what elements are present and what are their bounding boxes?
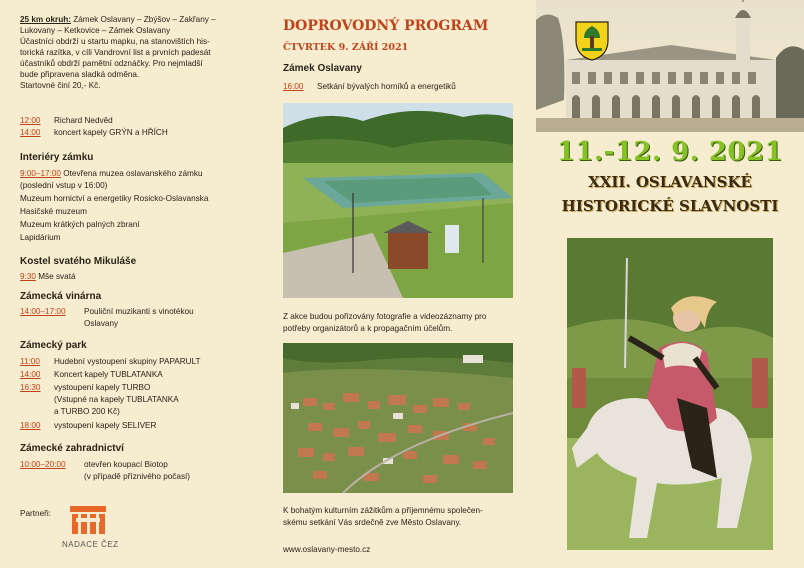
zahr-text-2: (v případě příznivého počasí) xyxy=(84,472,191,481)
doprovodny-title: DOPROVODNÝ PROGRAM xyxy=(283,18,489,34)
park-item-1 xyxy=(20,356,201,367)
park-item-4 xyxy=(20,420,157,431)
doprovodny-time: 16:00 xyxy=(283,82,304,91)
interiery-text-6: Lapidárium xyxy=(20,233,61,242)
interiery-text-5: Muzeum krátkých palných zbraní xyxy=(20,220,140,229)
column-cover xyxy=(536,0,804,568)
doprovodny-venue: Zámek Oslavany xyxy=(283,63,362,74)
stage-text-2: koncert kapely GRÝN a HŘÍCH xyxy=(54,128,168,137)
rider-photo xyxy=(567,238,773,550)
stage-item-2 xyxy=(20,127,168,138)
kostel-line xyxy=(20,271,76,282)
sponsor-name: NADACE ČEZ xyxy=(62,540,119,549)
column-program xyxy=(0,0,268,568)
coat-of-arms-icon xyxy=(574,18,610,62)
park-time-4: 18:00 xyxy=(20,421,41,430)
park-text-3b: (Vstupné na kapely TUBLATANKA xyxy=(54,395,179,404)
route-label: 25 km okruh: xyxy=(20,15,71,24)
stage-item-1 xyxy=(20,115,113,126)
zahr-time: 10:00–20:00 xyxy=(20,460,66,469)
vinarna-text-2: Oslavany xyxy=(84,319,119,328)
stage-time-1: 12:00 xyxy=(20,116,41,125)
park-text-3a: vystoupení kapely TURBO xyxy=(54,383,151,392)
closing-1: K bohatým kulturním zážitkům a příjemnému společen- xyxy=(283,506,483,515)
route-text-5: účastníků obdrží pamětní odznáčky. Pro nejmladší xyxy=(20,59,203,68)
route-line-1 xyxy=(20,14,216,25)
park-time-1: 11:00 xyxy=(20,357,40,366)
route-text-2: Lukovany – Ketkovice – Zámek Oslavany xyxy=(20,26,171,35)
website-link[interactable]: www.oslavany-mesto.cz xyxy=(283,545,371,554)
photo-note-1: Z akce budou pořizovány fotografie a videozáznamy pro xyxy=(283,312,487,321)
interiery-title: Interiéry zámku xyxy=(20,152,94,163)
park-title: Zámecký park xyxy=(20,340,87,351)
cez-logo-icon xyxy=(68,506,108,536)
park-text-3c: a TURBO 200 Kč) xyxy=(54,407,120,416)
park-time-2: 14:00 xyxy=(20,370,41,379)
route-text-3: Účastníci obdrží u startu mapku, na stanovištích his- xyxy=(20,37,210,46)
column-doprovodny xyxy=(268,0,536,568)
biotop-photo xyxy=(283,103,513,298)
vinarna-line-1 xyxy=(20,306,194,317)
doprovodny-event: Setkání bývalých horníků a energetiků xyxy=(317,82,456,91)
park-item-2 xyxy=(20,369,163,380)
stage-time-2: 14:00 xyxy=(20,128,41,137)
park-text-2: Koncert kapely TUBLATANKA xyxy=(54,370,163,379)
event-dates: 11.-12. 9. 2021 xyxy=(556,137,784,167)
doprovodny-event-line xyxy=(283,81,456,92)
park-text-4: vystoupení kapely SELIVER xyxy=(54,421,157,430)
interiery-text-4: Hasičské muzeum xyxy=(20,207,87,216)
event-title-1: XXII. OSLAVANSKÉ xyxy=(588,173,752,191)
closing-2: skému setkání Vás srdečně zve Město Oslavany. xyxy=(283,518,462,527)
stage-text-1: Richard Nedvěd xyxy=(54,116,113,125)
zahr-line-1 xyxy=(20,459,168,470)
vinarna-text-1: Pouliční muzikanti s vinotékou xyxy=(84,307,194,316)
interiery-text-2: (poslední vstup v 16:00) xyxy=(20,181,108,190)
kostel-time: 9:30 xyxy=(20,272,36,281)
interiery-text-1: Otevřena muzea oslavanského zámku xyxy=(60,169,203,178)
route-text-4: torická razítka, v cíli Vandrovní list a prvních padesát xyxy=(20,48,211,57)
route-text-6: bude připravena sladká odměna. xyxy=(20,70,140,79)
interiery-line-1 xyxy=(20,168,203,179)
interiery-time: 9:00–17:00 xyxy=(20,169,61,178)
park-item-3 xyxy=(20,382,151,393)
doprovodny-date: ČTVRTEK 9. ZÁŘÍ 2021 xyxy=(283,42,409,53)
route-text-1: Zámek Oslavany – Zbýšov – Zakřany – xyxy=(70,15,216,24)
event-title-2: HISTORICKÉ SLAVNOSTI xyxy=(561,197,779,215)
zahr-text-1: otevřen koupací Biotop xyxy=(84,460,168,469)
interiery-text-3: Muzeum hornictví a energetiky Rosicko-Oslavanska xyxy=(20,194,209,203)
vinarna-title: Zámecká vinárna xyxy=(20,291,102,302)
zahr-title: Zámecké zahradnictví xyxy=(20,443,124,454)
park-time-3: 16:30 xyxy=(20,383,41,392)
partners-label: Partneři: xyxy=(20,509,51,518)
kostel-text: Mše svatá xyxy=(35,272,76,281)
photo-note-2: potřeby organizátorů a k propagačním účelům. xyxy=(283,324,453,333)
vinarna-time: 14:00–17:00 xyxy=(20,307,66,316)
town-aerial-photo xyxy=(283,343,513,493)
route-text-7: Startovné činí 20,- Kč. xyxy=(20,81,101,90)
kostel-title: Kostel svatého Mikuláše xyxy=(20,256,137,267)
park-text-1: Hudební vystoupení skupiny PAPARULT xyxy=(54,357,201,366)
